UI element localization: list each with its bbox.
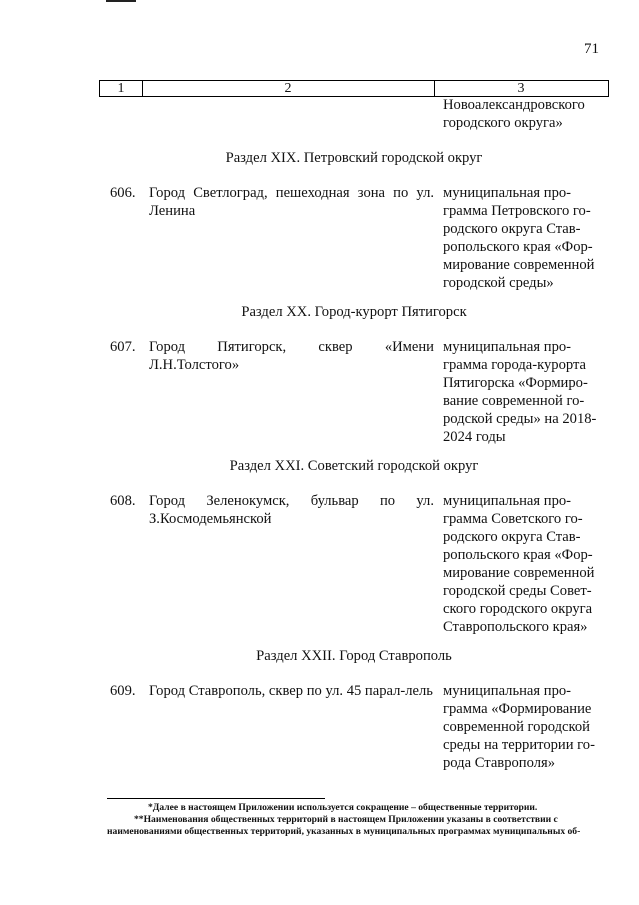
program-text (443, 492, 608, 636)
section-title: Раздел XIX. Петровский городской округ (225, 150, 483, 166)
program-line: грамма «Формирование (443, 701, 592, 717)
program-line: муниципальная про- (443, 683, 572, 699)
program-line: среды на территории го- (443, 737, 595, 753)
program-line: ропольского края «Фор- (443, 547, 593, 563)
program-line: мирование современной (443, 257, 595, 273)
program-line: грамма Советского го- (443, 511, 583, 527)
continued-program-text (443, 96, 613, 132)
column-number-1: 1 (100, 81, 143, 96)
program-line: современной городской (443, 719, 590, 735)
row-number: 606. (110, 185, 136, 201)
territory-name: Город Зеленокумск, бульвар по ул. З.Космодемьянской (149, 493, 434, 527)
row-number: 607. (110, 339, 136, 355)
program-line: грамма Петровского го- (443, 203, 591, 219)
section-title: Раздел XXII. Город Ставрополь (256, 648, 452, 664)
column-number-3: 3 (517, 81, 525, 96)
program-line: родской среды» на 2018- (443, 411, 597, 427)
footnote-2-continued: наименованиями общественных территорий, указанных в муниципальных программах муниципальных об- (107, 826, 581, 837)
program-line: родского округа Став- (443, 221, 581, 237)
territory-name: Город Ставрополь, сквер по ул. 45 парал-лель (149, 683, 433, 699)
column-number-2: 2 (142, 81, 435, 96)
program-line: городской среды» (443, 275, 554, 291)
program-line: Ставропольского края» (443, 619, 588, 635)
program-line: рода Ставрополя» (443, 755, 555, 771)
page-number: 71 (584, 41, 599, 57)
program-text (443, 184, 608, 292)
section-title: Раздел XXI. Советский городской округ (229, 458, 479, 474)
program-line: городского округа» (443, 115, 563, 131)
program-line: мирование современной (443, 565, 595, 581)
program-line: муниципальная про- (443, 493, 572, 509)
top-edge-rule (106, 0, 136, 2)
row-number: 609. (110, 683, 136, 699)
program-text (443, 682, 608, 772)
program-line: ского городского округа (443, 601, 593, 617)
program-line: 2024 годы (443, 429, 506, 445)
footnote-1: *Далее в настоящем Приложении используется сокращение – общественные территории. (148, 802, 538, 813)
program-line: грамма города-курорта (443, 357, 587, 373)
territory-name: Город Светлоград, пешеходная зона по ул. Ленина (149, 185, 434, 219)
program-line: муниципальная про- (443, 185, 572, 201)
program-line: муниципальная про- (443, 339, 572, 355)
program-text (443, 338, 608, 446)
footnote-2: **Наименования общественных территорий в настоящем Приложении указаны в соответствии с (134, 814, 558, 825)
row-number: 608. (110, 493, 136, 509)
program-line: городской среды Совет- (443, 583, 592, 599)
program-line: родского округа Став- (443, 529, 581, 545)
program-line: Пятигорска «Формиро- (443, 375, 588, 391)
territory-name: Город Пятигорск, сквер «Имени Л.Н.Толстого» (149, 339, 434, 373)
table-column-header (99, 80, 609, 97)
footnote-rule (107, 798, 325, 799)
program-line: вание современной го- (443, 393, 585, 409)
program-line: ропольского края «Фор- (443, 239, 593, 255)
section-title: Раздел XX. Город-курорт Пятигорск (241, 304, 467, 320)
program-line: Новоалександровского (443, 97, 585, 113)
